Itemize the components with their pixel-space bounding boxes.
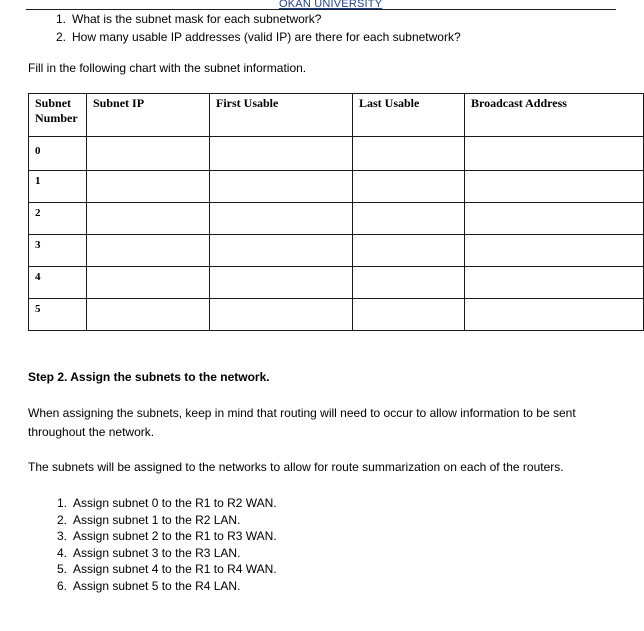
broadcast-address-cell[interactable] [465,171,644,203]
list-number: 5. [56,562,67,576]
table-header-row [29,94,644,137]
column-header-subnet-ip: Subnet IP [87,94,210,137]
assignment-text: Assign subnet 2 to the R1 to R3 WAN. [73,529,277,543]
subnet-number-cell: 2 [29,203,87,235]
list-number: 1. [55,12,66,26]
broadcast-address-cell[interactable] [465,137,644,171]
column-header-last-usable: Last Usable [353,94,465,137]
subnet-number-cell: 4 [29,267,87,299]
first-usable-cell[interactable] [210,267,353,299]
subnet-ip-cell[interactable] [87,171,210,203]
table-row [29,267,644,299]
assignment-text: Assign subnet 3 to the R3 LAN. [73,545,241,560]
list-item [55,10,461,28]
list-item [56,545,277,562]
broadcast-address-cell[interactable] [465,267,644,299]
subnet-number-cell: 1 [29,171,87,203]
assignment-list [56,495,277,594]
table-row [29,235,644,267]
table-row [29,137,644,171]
subnet-number-cell: 0 [29,137,87,171]
assignment-text: Assign subnet 5 to the R4 LAN. [73,578,241,593]
table-instruction: Fill in the following chart with the subnet information. [28,61,307,75]
last-usable-cell[interactable] [353,203,465,235]
step2-paragraph-summarization: The subnets will be assigned to the networks to allow for route summarization on each of the routers. [28,460,564,474]
subnet-ip-cell[interactable] [87,203,210,235]
last-usable-cell[interactable] [353,235,465,267]
broadcast-address-cell[interactable] [465,203,644,235]
question-text: How many usable IP addresses (valid IP) are there for each subnetwork? [72,30,461,44]
column-header-subnet-number: Subnet Number [29,94,87,137]
table-row [29,171,644,203]
list-number: 2. [56,512,67,527]
list-item [56,495,277,512]
list-number: 6. [56,578,67,593]
first-usable-cell[interactable] [210,299,353,331]
subnet-table [28,93,644,331]
subnet-ip-cell[interactable] [87,235,210,267]
subnet-number-cell: 5 [29,299,87,331]
assignment-text: Assign subnet 0 to the R1 to R2 WAN. [73,496,277,510]
list-item [56,512,277,529]
column-header-first-usable: First Usable [210,94,353,137]
list-item [56,528,277,545]
last-usable-cell[interactable] [353,299,465,331]
questions-list [55,10,461,46]
list-item [56,561,277,578]
first-usable-cell[interactable] [210,203,353,235]
assignment-text: Assign subnet 4 to the R1 to R4 WAN. [73,562,277,576]
question-text: What is the subnet mask for each subnetwork? [72,12,322,26]
table-row [29,299,644,331]
list-number: 3. [56,529,67,543]
subnet-number-cell: 3 [29,235,87,267]
list-number: 2. [55,30,66,44]
step2-heading: Step 2. Assign the subnets to the network. [28,370,270,384]
table-row [29,203,644,235]
broadcast-address-cell[interactable] [465,235,644,267]
last-usable-cell[interactable] [353,171,465,203]
assignment-text: Assign subnet 1 to the R2 LAN. [73,512,241,527]
last-usable-cell[interactable] [353,267,465,299]
last-usable-cell[interactable] [353,137,465,171]
first-usable-cell[interactable] [210,137,353,171]
subnet-ip-cell[interactable] [87,267,210,299]
list-item [56,578,277,595]
list-number: 1. [56,496,67,510]
subnet-ip-cell[interactable] [87,137,210,171]
column-header-broadcast-address: Broadcast Address [465,94,644,137]
broadcast-address-cell[interactable] [465,299,644,331]
university-header[interactable]: OKAN UNIVERSITY [279,0,383,10]
first-usable-cell[interactable] [210,171,353,203]
first-usable-cell[interactable] [210,235,353,267]
subnet-ip-cell[interactable] [87,299,210,331]
step2-paragraph-routing: When assigning the subnets, keep in mind that routing will need to occur to allow information to be sent throughout the network. [28,406,576,439]
list-number: 4. [56,545,67,560]
list-item [55,28,461,46]
